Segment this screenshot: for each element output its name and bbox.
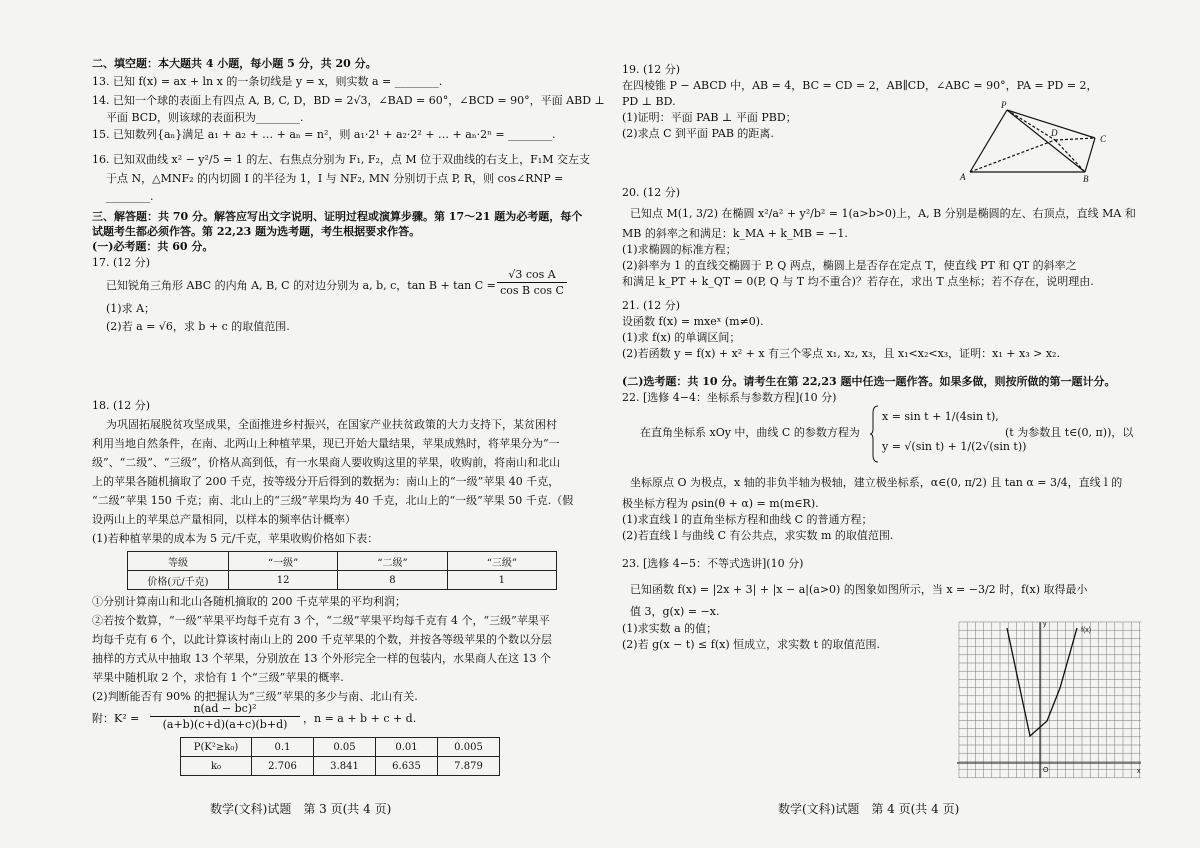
question-22-param-y: y = √(sin t) + 1/(2√(sin t)) [882,440,1027,453]
edge-ad [970,140,1055,172]
question-18-line2: 利用当地自然条件，在南、北两山上种植苹果，现已开始大量结果，苹果成熟时，将苹果分为“一 [92,437,560,450]
label-c: C [1100,134,1107,144]
question-17-fraction-denominator: cos B cos C [500,284,564,297]
question-18-line1: 为巩固拓展脱贫攻坚成果，全面推进乡村振兴，在国家产业扶贫政策的大力支持下，某贫困村 [106,418,557,431]
appendix-tail: ，n = a + b + c + d. [303,712,417,725]
question-23-part2: (2)若 g(x − t) ≤ f(x) 恒成立，求实数 t 的取值范围. [622,638,881,651]
edge-bc [1085,138,1095,172]
question-21-part1: (1)求 f(x) 的单调区间； [622,331,741,344]
label-a: A [960,172,966,182]
question-21-part2: (2)若函数 y = f(x) + x² + x 有三个零点 x₁, x₂, x₃，且 x₁<x₂<x₃，证明：x₁ + x₃ > x₂. [622,347,1060,360]
question-18-head: 18. (12 分) [92,399,151,412]
table-cell: 7.879 [438,757,500,776]
question-20-line1: 已知点 M(1, 3/2) 在椭圆 x²/a² + y²/b² = 1(a>b>0)上，A, B 分别是椭圆的左、右顶点，直线 MA 和 [630,207,1136,220]
question-18-line6: 设两山上的苹果总产量相同，以样本的频率估计概率） [92,513,356,526]
table-cell: k₀ [181,757,252,776]
edge-pa [970,110,1007,172]
question-18-sub1: ①分别计算南山和北山各随机摘取的 200 千克苹果的平均利润； [92,595,406,608]
question-18-part2: (2)判断能否有 90% 的把握认为“三级”苹果的多少与南、北山有关. [92,690,418,703]
question-22-line2: 坐标原点 O 为极点，x 轴的非负半轴为极轴，建立极坐标系，α∈(0, π/2) 且 tan α = 3/4，直线 l 的 [630,476,1123,489]
required-heading: (一)必考题：共 60 分。 [92,240,214,253]
table-cell: 0.1 [252,738,314,757]
optional-heading: (二)选考题：共 10 分。请考生在第 22,23 题中任选一题作答。如果多做，则按所做的第一题计分。 [622,375,1116,388]
question-23-part1: (1)求实数 a 的值； [622,622,718,635]
table-cell: 0.01 [376,738,438,757]
left-page-footer: 数学(文科)试题 第 3 页(共 4 页) [210,802,392,816]
question-17-fraction-numerator: √3 cos A [497,268,567,283]
question-14-line2: 平面 BCD，则该球的表面积为________. [106,111,304,124]
table-cell: 2.706 [252,757,314,776]
critical-value-table [180,737,500,776]
table-cell: 3.841 [314,757,376,776]
question-19-line2: PD ⊥ BD. [622,95,676,108]
table-cell: “二级” [338,552,447,571]
right-page [600,0,1200,848]
question-22-part1: (1)求直线 l 的直角坐标方程和曲线 C 的普通方程； [622,513,873,526]
question-19-head: 19. (12 分) [622,63,681,76]
question-15: 15. 已知数列{aₙ}满足 a₁ + a₂ + … + aₙ = n²，则 a₁·2¹ + a₂·2² + … + aₙ·2ⁿ = ________. [92,128,556,141]
question-18-line3: 级”、“二级”、“三级”，价格从高到低，有一水果商人要收购这里的苹果，收购前，将南山和北山 [92,456,561,469]
question-19-part2: (2)求点 C 到平面 PAB 的距离. [622,127,774,140]
table-cell: P(K²≥k₀) [181,738,252,757]
question-17-part2: (2)若 a = √6，求 b + c 的取值范围. [106,320,290,333]
label-b: B [1083,174,1089,184]
table-cell: 0.05 [314,738,376,757]
question-21-line1: 设函数 f(x) = mxeˣ (m≠0). [622,315,764,328]
table-cell: 1 [447,571,556,590]
table-cell: 价格(元/千克) [128,571,229,590]
table-row [128,571,557,590]
table-row [181,757,500,776]
appendix-numerator: n(ad − bc)² [150,702,300,717]
question-18-line5: “二级”苹果 150 千克；南、北山上的“三级”苹果均为 40 千克，北山上的“一级”苹果 50 千克.（假 [92,494,574,507]
table-cell: 等级 [128,552,229,571]
label-d: D [1051,128,1058,138]
question-18-sub2-line1: ②若按个数算，“一级”苹果平均每千克有 3 个，“二级”苹果平均每千克有 4 个，“三级”苹果平 [92,614,550,627]
edge-pb [1007,110,1085,172]
question-23-line2: 值 3，g(x) = −x. [630,605,720,618]
edge-db [1055,140,1085,172]
question-20-line2: MB 的斜率之和满足：k_MA + k_MB = −1. [622,227,848,240]
graph-o-label: O [1043,767,1049,774]
table-cell: 12 [229,571,338,590]
question-20-part2-line2: 和满足 k_PT + k_QT = 0(P, Q 与 T 均不重合)？若存在，求出 T 点坐标；若不存在，说明理由. [622,275,1094,288]
function-graph [955,618,1145,783]
question-20-part1: (1)求椭圆的标准方程； [622,243,737,256]
question-23-line1: 已知函数 f(x) = |2x + 3| + |x − a|(a>0) 的图象如图所示，当 x = −3/2 时，f(x) 取得最小 [630,583,1088,596]
question-17-line1: 已知锐角三角形 ABC 的内角 A, B, C 的对边分别为 a, b, c，tan B + tan C = [106,279,496,292]
graph-fx-label: f(x) [1081,627,1092,634]
graph-curve [1007,628,1077,736]
table-cell: “三级” [447,552,556,571]
right-page-footer: 数学(文科)试题 第 4 页(共 4 页) [778,802,960,816]
question-18-line4: 上的苹果各随机摘取了 200 千克，按等级分开后得到的数据为：南山上的“一级”苹果 40 千克， [92,475,560,488]
question-22-param-x: x = sin t + 1/(4sin t), [882,410,999,423]
table-cell: 6.635 [376,757,438,776]
question-18-sub2-line4: 苹果中随机取 2 个，求恰有 1 个“三级”苹果的概率. [92,671,344,684]
question-19-part1: (1)证明：平面 PAB ⊥ 平面 PBD； [622,111,797,124]
table-row [128,552,557,571]
question-17-head: 17. (12 分) [92,256,151,269]
table-row [181,738,500,757]
question-23-head: 23. [选修 4−5：不等式选讲](10 分) [622,557,804,570]
label-p: P [1001,100,1007,110]
question-18-line7: (1)若种植苹果的成本为 5 元/千克，苹果收购价格如下表： [92,532,379,545]
question-16-line3: ________. [106,190,154,203]
section3-line2: 试题考生都必须作答。第 22,23 题为选考题，考生根据要求作答。 [92,225,421,238]
section2-heading: 二、填空题：本大题共 4 小题，每小题 5 分，共 20 分。 [92,57,377,70]
question-20-part2-line1: (2)斜率为 1 的直线交椭圆于 P, Q 两点，椭圆上是否存在定点 T，使直线 PT 和 QT 的斜率之 [622,259,1077,272]
question-13: 13. 已知 f(x) = ax + ln x 的一条切线是 y = x，则实数 a = ________. [92,75,443,88]
question-22-line1b: (t 为参数且 t∈(0, π))，以 [1005,426,1134,439]
price-table [127,551,557,590]
question-22-part2: (2)若直线 l 与曲线 C 有公共点，求实数 m 的取值范围. [622,529,894,542]
question-20-head: 20. (12 分) [622,186,681,199]
pyramid-figure [955,100,1150,185]
table-cell: 8 [338,571,447,590]
graph-x-label: x [1137,768,1141,775]
question-22-head: 22. [选修 4−4：坐标系与参数方程](10 分) [622,391,837,404]
appendix-label: 附：K² = [92,712,140,725]
appendix-denominator: (a+b)(c+d)(a+c)(b+d) [162,718,288,731]
question-21-head: 21. (12 分) [622,299,681,312]
table-cell: 0.005 [438,738,500,757]
question-16-line2: 于点 N，△MNF₂ 的内切圆 I 的半径为 1，I 与 NF₂, MN 分别切于点 P, R，则 cos∠RNP = [106,172,564,185]
section3-line1: 三、解答题：共 70 分。解答应写出文字说明、证明过程或演算步骤。第 17～21 题为必考题，每个 [92,210,583,223]
question-22-line1a: 在直角坐标系 xOy 中，曲线 C 的参数方程为 [640,426,860,439]
table-cell: “一级” [229,552,338,571]
edge-pd [1007,110,1055,140]
question-18-sub2-line2: 均每千克有 6 个，以此计算该村南山上的 200 千克苹果的个数，并按各等级苹果的个数以分层 [92,633,552,646]
graph-y-label: y [1043,621,1047,628]
question-19-line1: 在四棱锥 P − ABCD 中，AB = 4，BC = CD = 2，AB∥CD，∠ABC = 90°，PA = PD = 2， [622,79,1098,92]
question-16-line1: 16. 已知双曲线 x² − y²/5 = 1 的左、右焦点分别为 F₁, F₂，点 M 位于双曲线的右支上，F₁M 交左支 [92,153,590,166]
question-14-line1: 14. 已知一个球的表面上有四点 A, B, C, D，BD = 2√3，∠BAD = 60°，∠BCD = 90°，平面 ABD ⊥ [92,94,605,107]
edge-dc [1055,138,1095,140]
question-18-sub2-line3: 抽样的方式从中抽取 13 个苹果，分别放在 13 个外形完全一样的包装内，水果商人在这 13 个 [92,652,551,665]
question-17-part1: (1)求 A； [106,302,156,315]
brace-icon [870,405,880,463]
question-22-line3: 极坐标方程为 ρsin(θ + α) = m(m∈R). [622,497,819,510]
